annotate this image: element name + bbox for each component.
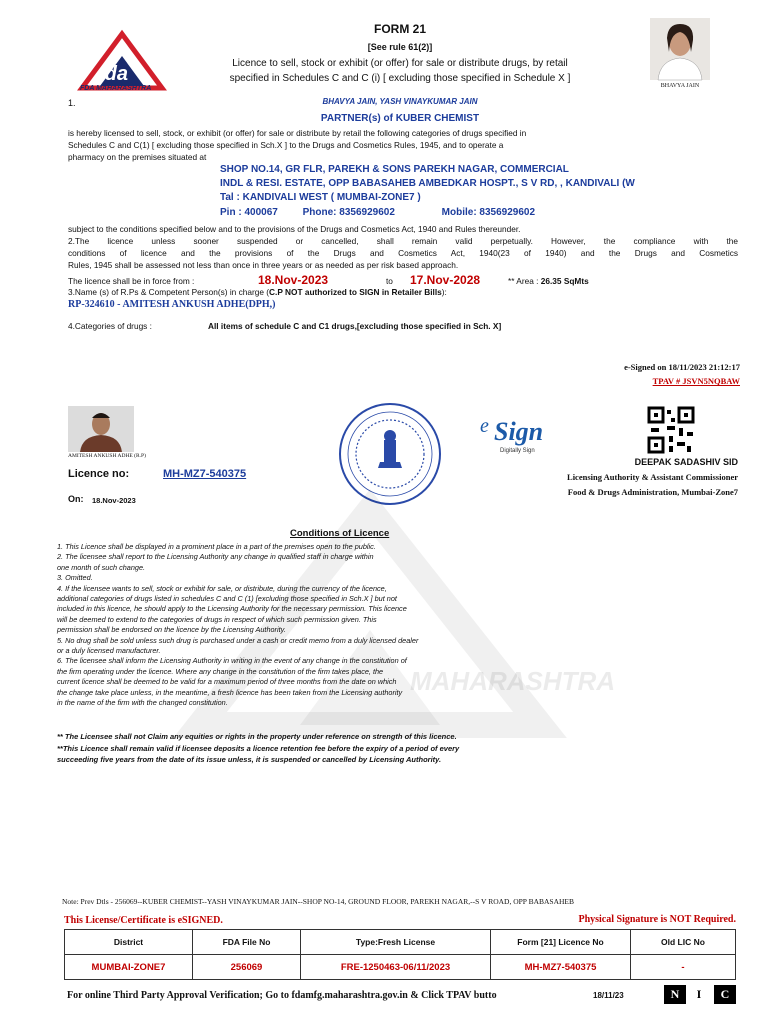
- watermark-text: MAHARASHTRA: [410, 666, 616, 696]
- mobile-number: Mobile: 8356929602: [441, 207, 536, 218]
- authority-name: DEEPAK SADASHIV SID: [634, 457, 738, 467]
- licence-summary-table: [64, 929, 736, 980]
- conditions-list: [57, 542, 507, 709]
- logo-text: FDA MAHARASHTRA: [80, 85, 152, 92]
- code-box: C: [714, 985, 736, 1004]
- table-header-row: [65, 930, 736, 955]
- text-line: conditions of licence and the provisions of the Drugs and Cosmetics Act, 1940(23 of 1940) and the Drugs and Cosmetics: [68, 248, 738, 258]
- svg-text:Sign: Sign: [494, 417, 544, 446]
- phone-number: Phone: 8356929602: [302, 207, 395, 218]
- table-cell: FRE-1250463-06/11/2023: [301, 955, 491, 980]
- conditions-title: Conditions of Licence: [290, 528, 390, 539]
- text-line: Schedules C and C(1) [ excluding those specified in Sch.X ] to the Drugs and Cosmetics Rules, 1945, and to operate a: [68, 140, 504, 150]
- condition-line: 4. If the licensee wants to sell, stock or exhibit for sale, or distribute, during the currency of the licence,: [57, 583, 387, 593]
- licence-no-value: MH-MZ7-540375: [163, 468, 247, 480]
- text-line: is hereby licensed to sell, stock, or exhibit (or offer) for sale or distribute by retail the following categories of drugs specified in: [68, 128, 527, 138]
- address-line: INDL & RESI. ESTATE, OPP BABASAHEB AMBEDKAR HOSPT., S V RD, , KANDIVALI (W: [220, 178, 635, 189]
- esigned-notice: This License/Certificate is eSIGNED.: [64, 915, 223, 926]
- svg-text:e: e: [480, 415, 489, 437]
- code-box: N: [664, 985, 686, 1004]
- table-cell: -: [631, 955, 736, 980]
- condition-line: one month of such change.: [57, 562, 146, 572]
- physical-signature-notice: Physical Signature is NOT Required.: [578, 914, 736, 925]
- contact-details: [220, 207, 545, 218]
- table-row: [65, 955, 736, 980]
- verification-instructions: For online Third Party Approval Verification; Go to fdamfg.maharashtra.gov.in & Click TPAV butto: [67, 990, 497, 1001]
- area: [508, 276, 589, 286]
- condition-note-line: ** The Licensee shall not Claim any equities or rights in the property under reference on strength of this licence.: [57, 732, 457, 741]
- text-line: 2.The licence unless sooner suspended or cancelled, shall remain valid perpetually. However, the compliance with the: [68, 236, 738, 246]
- fda-seal-icon: [338, 402, 442, 506]
- photo-caption: BHAVYA JAIN: [660, 83, 700, 89]
- premises-address: [220, 163, 740, 205]
- conditions-notes: [57, 731, 617, 766]
- esigned-timestamp: e-Signed on 18/11/2023 21:12:17: [624, 362, 740, 372]
- footer-date: 18/11/23: [593, 991, 624, 1000]
- form-title: FORM 21: [373, 22, 426, 36]
- qr-code-icon: [647, 406, 695, 454]
- firm-name: PARTNER(s) of KUBER CHEMIST: [320, 113, 480, 124]
- condition-note-line: succeeding five years from the date of its issue unless, it is suspended or cancelled by Licensing Authority.: [57, 755, 442, 765]
- to-label: to: [386, 276, 393, 286]
- authority-role: Licensing Authority & Assistant Commissioner: [567, 472, 738, 482]
- code-box: I: [688, 985, 710, 1004]
- point-number: 1.: [68, 98, 76, 108]
- text-part: 3.Name (s) of R.Ps & Competent Person(s) in charge (: [68, 287, 270, 297]
- desc-line: specified in Schedules C and C (i) [ excluding those specified in Schedule X ]: [229, 73, 571, 84]
- pin-code: Pin : 400067: [220, 207, 278, 218]
- condition-line: additional categories of drugs listed in schedules C and C (1) [excluding those specified in Sch.X ] but not: [57, 594, 397, 604]
- licence-no-label: Licence no:: [68, 468, 130, 480]
- categories-label: 4.Categories of drugs :: [68, 321, 152, 331]
- registered-pharmacist: RP-324610 - AMITESH ANKUSH ADHE(DPH,): [68, 299, 276, 310]
- categories-value: All items of schedule C and C1 drugs,[excluding those specified in Sch. X]: [208, 321, 502, 331]
- svg-text:fda: fda: [98, 63, 128, 85]
- licensee-photo: [650, 18, 710, 80]
- area-value: 26.35 SqMts: [540, 276, 589, 286]
- issue-date-label: On:: [68, 494, 84, 504]
- condition-line: 6. The licensee shall inform the Licensing Authority in writing in the event of any change in the constitution of: [57, 656, 407, 666]
- tpav-code[interactable]: TPAV # JSVN5NQBAW: [652, 376, 740, 386]
- address-line: Tal : KANDIVALI WEST ( MUMBAI-ZONE7 ): [220, 192, 421, 203]
- pharmacist-photo: [68, 406, 134, 452]
- condition-line: 5. No drug shall be sold unless such drug is purchased under a cash or credit memo from a duly licensed dealer: [57, 635, 419, 645]
- table-cell: MH-MZ7-540375: [491, 955, 631, 980]
- svg-text:Digitally Sign: Digitally Sign: [500, 448, 535, 454]
- table-header-cell: Type:Fresh License: [301, 930, 491, 955]
- inforce-label: The licence shall be in force from :: [68, 276, 195, 286]
- condition-line: 2. The licensee shall report to the Licensing Authority any change in qualified staff in charge within: [57, 552, 374, 562]
- condition-line: the firm operating under the licence. Where any change in the constitution of the firm takes place, the: [57, 666, 384, 676]
- previous-details-note: Note: Prev Dtls - 256069--KUBER CHEMIST--YASH VINAYKUMAR JAIN--SHOP NO-14, GROUND FLOOR, PAREKH NAGAR,--S V ROAD, OPP BABASAHEB: [62, 897, 574, 906]
- condition-line: in the name of the firm with the changed constitution.: [57, 698, 228, 708]
- table-header-cell: District: [65, 930, 193, 955]
- licence-description: [195, 56, 605, 86]
- condition-line: 1. This Licence shall be displayed in a prominent place in a part of the premises open to the public.: [57, 542, 376, 551]
- text-part: ):: [441, 287, 447, 297]
- esign-logo-icon: [478, 406, 570, 456]
- valid-from-date: 18.Nov-2023: [258, 273, 329, 287]
- condition-note-line: **This Licence shall remain valid if licensee deposits a licence retention fee before the expiry of a period of every: [57, 743, 460, 753]
- text-line: Rules, 1945 shall be assessed not less than once in three years or as needed as per risk based approach.: [68, 260, 459, 270]
- text-line: subject to the conditions specified below and to the provisions of the Drugs and Cosmetics Act, 1940 and Rules thereunder.: [68, 224, 521, 234]
- authority-office: Food & Drugs Administration, Mumbai-Zone7: [567, 487, 738, 497]
- condition-line: the change take place unless, in the meantime, a fresh licence has been taken from the Licensing authority: [57, 687, 403, 697]
- desc-line: Licence to sell, stock or exhibit (or offer) for sale or distribute drugs, by retail: [232, 58, 568, 69]
- competent-person-heading: [68, 287, 447, 297]
- condition-line: or a duly licensed manufacturer.: [57, 646, 161, 656]
- address-line: SHOP NO.14, GR FLR, PAREKH & SONS PAREKH NAGAR, COMMERCIAL: [220, 164, 569, 175]
- table-cell: MUMBAI-ZONE7: [65, 955, 193, 980]
- partner-names: BHAVYA JAIN, YASH VINAYKUMAR JAIN: [322, 97, 478, 106]
- condition-line: current licence shall be deemed to be valid for a maximum period of three months from the date on which: [57, 677, 397, 687]
- condition-line: included in this licence, he should apply to the Licensing Authority for the necessary permission. This licence: [57, 604, 407, 614]
- table-header-cell: FDA File No: [193, 930, 301, 955]
- photo-caption: AMITESH ANKUSH ADHE (R.P): [68, 453, 146, 459]
- licence-grant-text: [68, 127, 718, 163]
- cp-warning: C.P NOT authorized to SIGN in Retailer Bills: [269, 287, 442, 297]
- condition-line: 3. Omitted.: [57, 573, 93, 583]
- rule-reference: [See rule 61(2)]: [367, 42, 433, 52]
- table-header-cell: Form [21] Licence No: [491, 930, 631, 955]
- table-header-cell: Old LIC No: [631, 930, 736, 955]
- text-line: pharmacy on the premises situated at: [68, 152, 207, 162]
- terms-text: [68, 223, 738, 271]
- table-cell: 256069: [193, 955, 301, 980]
- condition-line: permission shall be endorsed on the licence by the Licensing Authority.: [57, 625, 286, 635]
- valid-to-date: 17.Nov-2028: [410, 273, 481, 287]
- issue-date-value: 18.Nov-2023: [92, 496, 136, 505]
- area-label: ** Area :: [508, 276, 539, 286]
- condition-line: will be deemed to extend to the categories of drugs in respect of which such permission given. This: [57, 614, 377, 624]
